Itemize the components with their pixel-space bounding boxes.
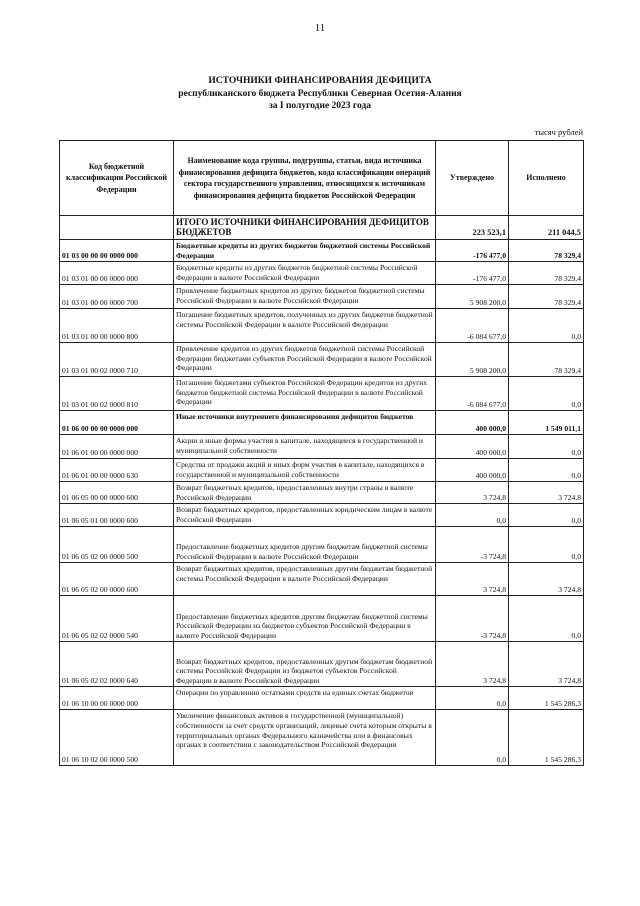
table-row [60, 309, 584, 343]
row-name: Возврат бюджетных кредитов, предоставленных внутри страны в валюте Российской Федерации [174, 482, 436, 504]
row-code: 01 06 05 02 00 0000 500 [60, 527, 174, 563]
row-code: 01 03 01 00 00 0000 000 [60, 262, 174, 285]
table-row [60, 435, 584, 459]
row-approved: -176 477,0 [436, 262, 509, 285]
row-name: Предоставление бюджетных кредитов другим бюджетам бюджетной системы Российской Федерации из бюджетов субъектов Российской Федерации в валюте Российской Федерации [174, 596, 436, 642]
row-approved: 5 908 200,0 [436, 343, 509, 377]
row-name: Привлечение кредитов из других бюджетов бюджетной системы Российской Федерации бюджетами субъектов Российской Федерации в валюте Российской Федерации [174, 343, 436, 377]
row-name: Возврат бюджетных кредитов, предоставленных другим бюджетам бюджетной системы Российской Федерации в валюте Российской Федерации [174, 563, 436, 596]
row-approved: 400 000,0 [436, 411, 509, 435]
row-executed: 78 329,4 [509, 343, 584, 377]
row-code: 01 03 01 00 00 0000 800 [60, 309, 174, 343]
table-row [60, 377, 584, 411]
row-approved: 3 724,8 [436, 642, 509, 687]
header-executed: Исполнено [509, 141, 584, 216]
row-name: Средства от продажи акций и иных форм участия в капитале, находящихся в государственной и муниципальной собственности [174, 459, 436, 482]
table-row [60, 240, 584, 262]
table-row [60, 642, 584, 687]
row-executed: 0,0 [509, 504, 584, 527]
row-approved: 0,0 [436, 687, 509, 710]
row-executed: 1 545 286,3 [509, 687, 584, 710]
table-row [60, 459, 584, 482]
table-row [60, 527, 584, 563]
table-header-row [60, 141, 584, 216]
row-name: Бюджетные кредиты из других бюджетов бюджетной системы Российской Федерации в валюте Российской Федерации [174, 262, 436, 285]
row-executed: 3 724,8 [509, 642, 584, 687]
row-executed: 0,0 [509, 527, 584, 563]
page-number: 11 [314, 22, 326, 34]
row-name: Иные источники внутреннего финансирования дефицитов бюджетов [174, 411, 436, 435]
row-executed: 0,0 [509, 596, 584, 642]
row-code: 01 06 00 00 00 0000 000 [60, 411, 174, 435]
row-approved: -3 724,8 [436, 527, 509, 563]
header-name: Наименование кода группы, подгруппы, статьи, вида источника финансирования дефицита бюджетов, кода классификации операций сектора государственного управления, относящихся к источникам финансирования дефицита бюджетов Российской Федерации [174, 141, 436, 216]
row-code [60, 216, 174, 240]
row-name: ИТОГО ИСТОЧНИКИ ФИНАНСИРОВАНИЯ ДЕФИЦИТОВ БЮДЖЕТОВ [174, 216, 436, 240]
row-approved: 0,0 [436, 504, 509, 527]
row-executed: 211 044,5 [509, 216, 584, 240]
row-name: Предоставление бюджетных кредитов другим бюджетам бюджетной системы Российской Федерации в валюте Российской Федерации [174, 527, 436, 563]
row-executed: 3 724,8 [509, 563, 584, 596]
row-name: Погашение бюджетных кредитов, полученных из других бюджетов бюджетной системы Российской Федерации в валюте Российской Федерации [174, 309, 436, 343]
units-label: тысяч рублей [534, 127, 583, 137]
row-approved: -6 084 677,0 [436, 309, 509, 343]
table-row [60, 710, 584, 766]
row-code: 01 06 01 00 00 0000 630 [60, 459, 174, 482]
row-approved: -3 724,8 [436, 596, 509, 642]
row-executed: 1 549 011,1 [509, 411, 584, 435]
title-line-2: республиканского бюджета Республики Северная Осетия-Алания [178, 88, 462, 99]
row-code: 01 03 01 00 02 0000 710 [60, 343, 174, 377]
row-executed: 78 329,4 [509, 262, 584, 285]
row-executed: 0,0 [509, 435, 584, 459]
row-code: 01 03 01 00 00 0000 700 [60, 285, 174, 309]
row-approved: -6 084 677,0 [436, 377, 509, 411]
financing-table [59, 140, 584, 766]
row-name: Возврат бюджетных кредитов, предоставленных другим бюджетам бюджетной системы Российской Федерации из бюджетов субъектов Российской Федерации в валюте Российской Федерации [174, 642, 436, 687]
row-name: Погашение бюджетами субъектов Российской Федерации кредитов из других бюджетов бюджетной системы Российской Федерации в валюте Российской Федерации [174, 377, 436, 411]
table-row [60, 596, 584, 642]
row-approved: 223 523,1 [436, 216, 509, 240]
row-name: Возврат бюджетных кредитов, предоставленных юридическим лицам в валюте Российской Федерации [174, 504, 436, 527]
row-executed: 78 329,4 [509, 285, 584, 309]
table-row [60, 687, 584, 710]
table-row [60, 216, 584, 240]
row-code: 01 06 05 02 02 0000 540 [60, 596, 174, 642]
row-name: Привлечение бюджетных кредитов из других бюджетов бюджетной системы Российской Федерации в валюте Российской Федерации [174, 285, 436, 309]
row-executed: 0,0 [509, 309, 584, 343]
row-approved: 3 724,8 [436, 482, 509, 504]
row-approved: 0,0 [436, 710, 509, 766]
document-title [0, 75, 640, 113]
row-code: 01 06 01 00 00 0000 000 [60, 435, 174, 459]
row-executed: 1 545 286,3 [509, 710, 584, 766]
row-code: 01 03 00 00 00 0000 000 [60, 240, 174, 262]
row-name: Акции и иные формы участия в капитале, находящиеся в государственной и муниципальной собственности [174, 435, 436, 459]
table-row [60, 285, 584, 309]
row-executed: 78 329,4 [509, 240, 584, 262]
table-row [60, 343, 584, 377]
row-code: 01 06 05 02 00 0000 600 [60, 563, 174, 596]
header-code: Код бюджетной классификации Российской Федерации [60, 141, 174, 216]
row-executed: 3 724,8 [509, 482, 584, 504]
row-name: Операции по управлению остатками средств на единых счетах бюджетов [174, 687, 436, 710]
title-line-1: ИСТОЧНИКИ ФИНАНСИРОВАНИЯ ДЕФИЦИТА [208, 76, 432, 86]
row-code: 01 06 10 00 00 0000 000 [60, 687, 174, 710]
row-code: 01 03 01 00 02 0000 810 [60, 377, 174, 411]
table-row [60, 482, 584, 504]
row-name: Увеличение финансовых активов в государственной (муниципальной) собственности за счет средств организаций, лицевые счета которым открыты в территориальных органах Федерального казначейства или в финансовых органах в соответствии с законодательством Российской Федерации [174, 710, 436, 766]
row-approved: 400 000,0 [436, 435, 509, 459]
title-line-3: за I полугодие 2023 года [268, 101, 372, 111]
table-row [60, 563, 584, 596]
table-row [60, 411, 584, 435]
table-row [60, 262, 584, 285]
header-approved: Утверждено [436, 141, 509, 216]
row-code: 01 06 05 01 00 0000 600 [60, 504, 174, 527]
row-code: 01 06 10 02 00 0000 500 [60, 710, 174, 766]
row-approved: 3 724,8 [436, 563, 509, 596]
row-executed: 0,0 [509, 377, 584, 411]
row-code: 01 06 05 00 00 0000 600 [60, 482, 174, 504]
row-approved: 400 000,0 [436, 459, 509, 482]
table-row [60, 504, 584, 527]
row-approved: -176 477,0 [436, 240, 509, 262]
row-code: 01 06 05 02 02 0000 640 [60, 642, 174, 687]
row-approved: 5 908 200,0 [436, 285, 509, 309]
row-executed: 0,0 [509, 459, 584, 482]
row-name: Бюджетные кредиты из других бюджетов бюджетной системы Российской Федерации [174, 240, 436, 262]
